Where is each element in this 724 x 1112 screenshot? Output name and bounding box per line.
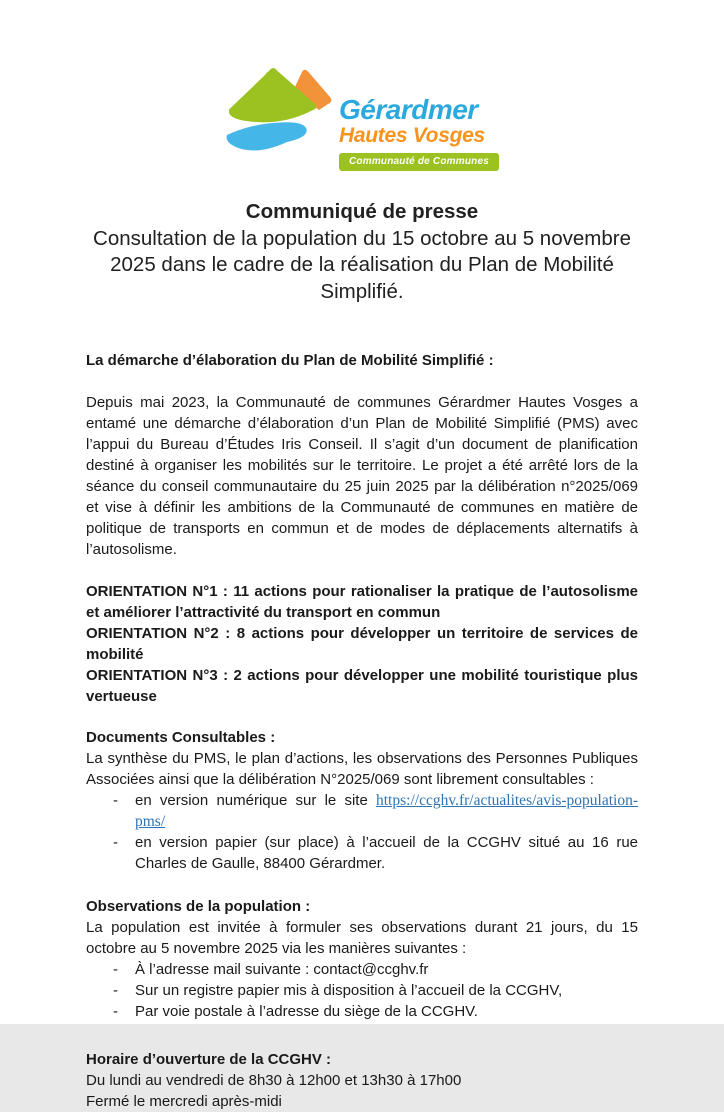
list-item (86, 980, 638, 1001)
list-item (86, 790, 638, 832)
logo-wordmark (339, 95, 499, 171)
dash-bullet: - (113, 792, 118, 809)
dash-bullet: - (113, 1003, 118, 1020)
section-heading-demarche: La démarche d’élaboration du Plan de Mobilité Simplifié : (86, 352, 494, 369)
dash-bullet: - (113, 982, 118, 999)
list-item (86, 832, 638, 874)
logo-badge-communaute: Communauté de Communes (339, 153, 499, 171)
documents-bullet-paper: en version papier (sur place) à l’accueil de la CCGHV situé au 16 rue Charles de Gaulle, 88400 Gérardmer. (135, 834, 638, 872)
document-body (86, 350, 638, 1112)
title-block (82, 199, 642, 305)
dash-bullet: - (113, 961, 118, 978)
horaires-line-1: Du lundi au vendredi de 8h30 à 12h00 et 13h30 à 17h00 (86, 1072, 462, 1089)
documents-bullet-digital (135, 790, 638, 832)
documents-bullet-digital-text: en version numérique sur le site (135, 792, 376, 809)
section-heading-horaires: Horaire d’ouverture de la CCGHV : (86, 1051, 332, 1068)
avis-population-link[interactable]: https://ccghv.fr/actualites/avis-population-pms/ (135, 792, 638, 830)
orientations-block (86, 581, 638, 707)
observations-bullet-list (86, 959, 638, 1022)
press-release-kicker: Communiqué de presse (245, 200, 479, 223)
section-heading-documents: Documents Consultables : (86, 729, 276, 746)
mountain-lake-icon (225, 63, 337, 158)
documents-bullet-list (86, 790, 638, 874)
observations-bullet-postale: Par voie postale à l’adresse du siège de la CCGHV. (135, 1003, 478, 1020)
paragraph-observations-intro: La population est invitée à formuler ses observations durant 21 jours, du 15 octobre au 5 novembre 2025 via les manières suivantes : (86, 919, 638, 957)
logo-brand-hautes-vosges: Hautes Vosges (339, 123, 485, 147)
horaires-line-2: Fermé le mercredi après-midi (86, 1093, 282, 1110)
logo-brand-gerardmer: Gérardmer (339, 93, 478, 125)
paragraph-documents-intro: La synthèse du PMS, le plan d’actions, les observations des Personnes Publiques Associées ainsi que la délibération N°2025/069 sont librement consultables : (86, 750, 638, 788)
orientation-1: ORIENTATION N°1 : 11 actions pour rationaliser la pratique de l’autosolisme et améliorer l’attractivité du transport en commun (86, 583, 638, 621)
section-heading-observations: Observations de la population : (86, 898, 311, 915)
ccghv-logo (0, 0, 724, 171)
page-title: Consultation de la population du 15 octobre au 5 novembre 2025 dans le cadre de la réalisation du Plan de Mobilité Simplifié. (93, 226, 631, 303)
list-item (86, 1001, 638, 1022)
paragraph-demarche: Depuis mai 2023, la Communauté de communes Gérardmer Hautes Vosges a entamé une démarche d’élaboration d’un Plan de Mobilité Simplifié (PMS) avec l’appui du Bureau d’Études Iris Conseil. Il s’agit d’un document de planification destiné à organiser les mobilités sur le territoire. Le projet a été arrêté lors de la séance du conseil communautaire du 25 juin 2025 par la délibération n°2025/069 et vise à définir les ambitions de la Communauté de communes en matière de politique de transports en commun et de modes de déplacements alternatifs à l’autosolisme. (86, 394, 638, 558)
orientation-3: ORIENTATION N°3 : 2 actions pour développer une mobilité touristique plus vertueuse (86, 667, 638, 705)
observations-bullet-registre: Sur un registre papier mis à disposition à l’accueil de la CCGHV, (135, 982, 563, 999)
dash-bullet: - (113, 834, 118, 851)
list-item (86, 959, 638, 980)
observations-bullet-mail: À l’adresse mail suivante : contact@ccghv.fr (135, 961, 429, 978)
orientation-2: ORIENTATION N°2 : 8 actions pour développer un territoire de services de mobilité (86, 625, 638, 663)
